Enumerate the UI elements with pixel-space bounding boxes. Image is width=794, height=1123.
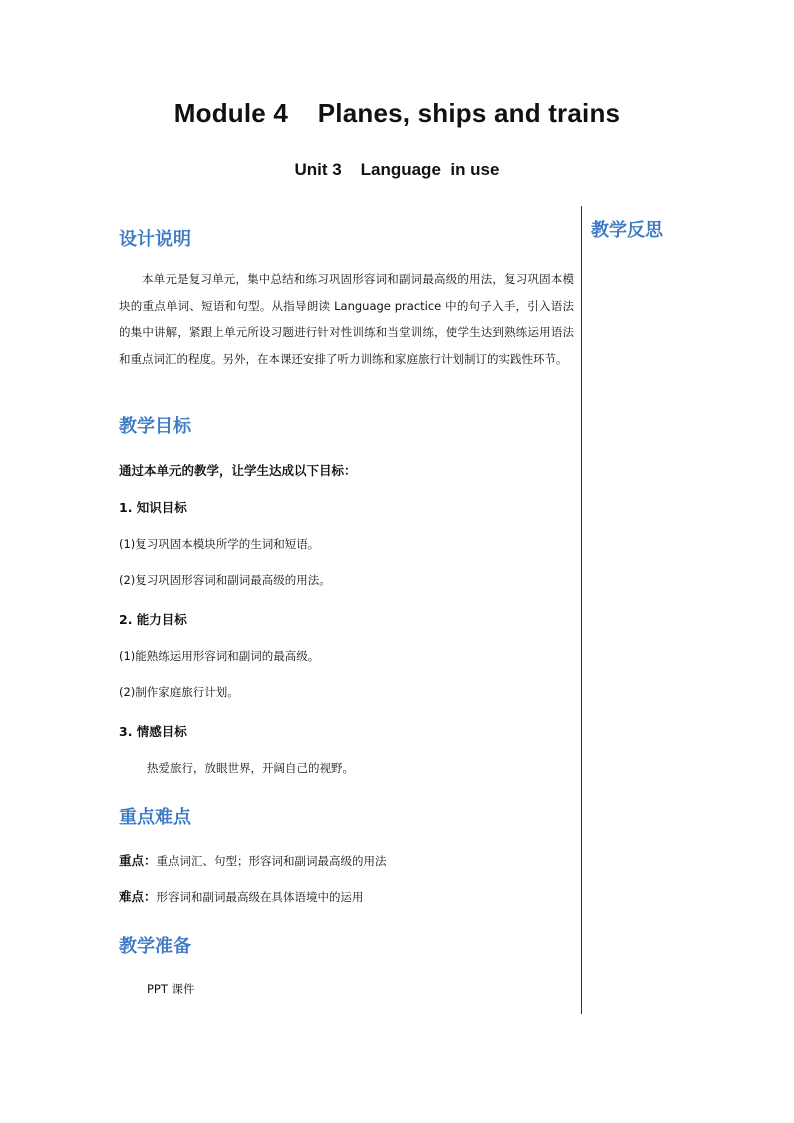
preparation-item: PPT 课件 [147,982,195,996]
design-heading: 设计说明 [119,229,191,250]
ability-goal-title: 2. 能力目标 [119,612,187,627]
page-title: Module 4 Planes, ships and trains [173,98,621,128]
reflection-heading: 教学反思 [591,220,663,241]
goals-heading: 教学目标 [119,416,191,437]
difficulty-text: 形容词和副词最高级在具体语境中的运用 [156,890,364,904]
knowledge-goal-title: 1. 知识目标 [119,500,187,515]
difficulty-label: 难点： [119,889,157,904]
page-subtitle: Unit 3 Language in use [294,160,500,179]
knowledge-goal-item: (1)复习巩固本模块所学的生词和短语。 [119,537,320,551]
column-divider [581,206,582,1014]
ability-goal-item: (2)制作家庭旅行计划。 [119,685,239,699]
emotion-goal-title: 3. 情感目标 [119,724,187,739]
preparation-heading: 教学准备 [119,936,191,957]
knowledge-goal-item: (2)复习巩固形容词和副词最高级的用法。 [119,573,331,587]
design-paragraph: 本单元是复习单元，集中总结和练习巩固形容词和副词最高级的用法，复习巩固本模块的重点单词、短语和句型。从指导朗读 Language practice 中的句子入手，引入语法的集中讲解，紧跟上单元所设习题进行针对性训练和当堂训练，使学生达到熟练运用语法和重点词汇的程度。另外，在本课还安排了听力训练和家庭旅行计划制订的实践性环节。 [119,272,574,366]
emotion-goal-item: 热爱旅行，放眼世界，开阔自己的视野。 [147,761,354,775]
difficulty-line [119,887,364,905]
focus-label: 重点： [119,853,157,868]
focus-text: 重点词汇、句型；形容词和副词最高级的用法 [156,854,387,868]
focus-line [119,851,387,869]
ability-goal-item: (1)能熟练运用形容词和副词的最高级。 [119,649,320,663]
key-points-heading: 重点难点 [119,807,191,828]
goals-intro: 通过本单元的教学，让学生达成以下目标： [119,463,357,478]
